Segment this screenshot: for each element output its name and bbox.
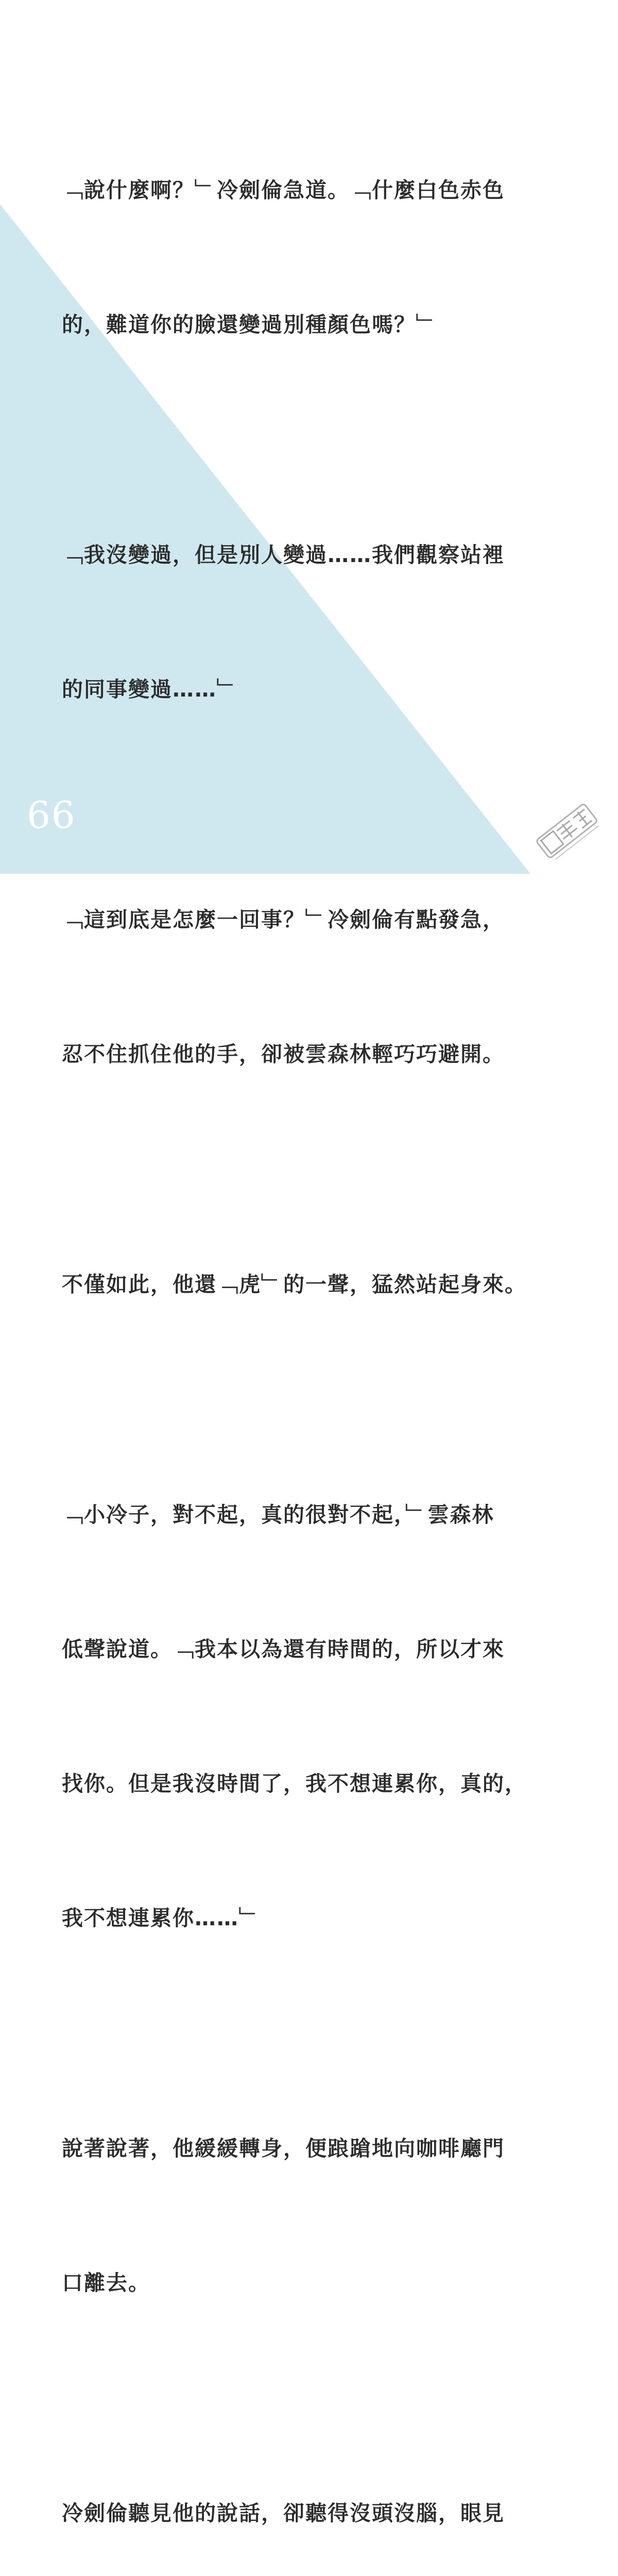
text-line: 找你。但是我沒時間了，我不想連累你，真的，	[62, 1771, 527, 1796]
text-line: ﹁我沒變過，但是別人變過……我們觀察站裡	[62, 543, 505, 567]
text-line: 忍不住抓住他的手，卻被雲森林輕巧巧避開。	[62, 1042, 505, 1066]
text-line: 低聲說道。﹁我本以為還有時間的，所以才來	[62, 1637, 505, 1662]
text-line: ﹁這到底是怎麼一回事？﹂冷劍倫有點發急，	[62, 907, 505, 932]
text-line: 我不想連累你……﹂	[62, 1906, 261, 1930]
text-line: ﹁說什麼啊？﹂冷劍倫急道。﹁什麼白色赤色	[62, 178, 505, 202]
text-line: 的同事變過……﹂	[62, 677, 239, 702]
paragraph	[62, 1403, 556, 2030]
text-line: 冷劍倫聽見他的說話，卻聽得沒頭沒腦，眼見	[62, 2501, 505, 2526]
text-line: 不僅如此，他還﹁虎﹂的一聲，猛然站起身來。	[62, 1272, 527, 1297]
text-line: 說著說著，他緩緩轉身，便踉蹌地向咖啡廳門	[62, 2136, 505, 2161]
paragraph	[62, 2401, 556, 2576]
paragraph	[62, 78, 556, 437]
page-body	[62, 78, 556, 2576]
paragraph	[62, 1173, 556, 1397]
watermark-logo	[529, 802, 607, 863]
text-line: 的，難道你的臉還變過別種顏色嗎？﹂	[62, 312, 438, 337]
paragraph	[62, 808, 556, 1166]
page-number: 66	[27, 793, 76, 837]
text-line: ﹁小冷子，對不起，真的很對不起，﹂雲森林	[62, 1502, 494, 1527]
paragraph	[62, 2037, 556, 2395]
text-line: 口離去。	[62, 2270, 150, 2295]
paragraph	[62, 443, 556, 802]
